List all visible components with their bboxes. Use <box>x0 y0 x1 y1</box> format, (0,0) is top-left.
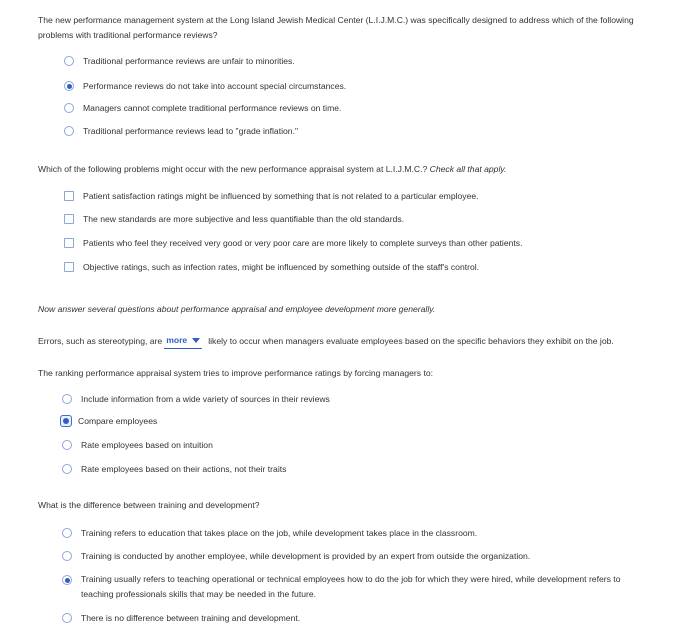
q4-option-2[interactable] <box>60 414 157 428</box>
question-5-prompt: What is the difference between training and development? <box>38 500 260 510</box>
question-2-text: Which of the following problems might occur with the new performance appraisal system at L.I.J.M.C.? <box>38 164 428 174</box>
q2-option-4[interactable] <box>64 260 479 274</box>
option-label: Rate employees based on their actions, not their traits <box>81 464 287 474</box>
option-label: Include information from a wide variety of sources in their reviews <box>81 394 330 404</box>
question-1-prompt: The new performance management system at the Long Island Jewish Medical Center (L.I.J.M.C.) was specifically designed to address which of the following problems with traditional performance reviews? <box>38 15 634 40</box>
q1-option-4[interactable] <box>64 124 298 138</box>
q2-option-1[interactable] <box>64 189 479 203</box>
option-label: Patients who feel they received very good or very poor care are more likely to complete surveys than other patients. <box>83 238 523 248</box>
radio-button[interactable] <box>64 103 74 113</box>
question-2-instruction: Check all that apply. <box>429 164 507 174</box>
q1-option-1[interactable] <box>64 54 295 68</box>
question-2-prompt <box>38 162 678 177</box>
option-label: Managers cannot complete traditional performance reviews on time. <box>83 103 342 113</box>
radio-button[interactable] <box>64 126 74 136</box>
radio-button-selected[interactable] <box>60 415 72 427</box>
option-label: There is no difference between training and development. <box>81 613 301 623</box>
q4-option-1[interactable] <box>62 392 330 406</box>
option-label: The new standards are more subjective and less quantifiable than the old standards. <box>83 214 405 224</box>
option-label: Patient satisfaction ratings might be influenced by something that is not related to a particular employee. <box>83 191 479 201</box>
checkbox[interactable] <box>64 262 74 272</box>
option-label: Compare employees <box>78 416 158 426</box>
radio-button[interactable] <box>62 528 72 538</box>
radio-button[interactable] <box>64 56 74 66</box>
checkbox[interactable] <box>64 238 74 248</box>
question-3-text-before: Errors, such as stereotyping, are <box>38 335 163 346</box>
question-4-prompt: The ranking performance appraisal system tries to improve performance ratings by forcing managers to: <box>38 368 434 378</box>
option-label: Traditional performance reviews lead to "grade inflation." <box>83 126 299 136</box>
option-label: Objective ratings, such as infection rates, might be influenced by something outside of the staff's control. <box>83 262 480 272</box>
q5-option-4[interactable] <box>62 611 300 625</box>
section-intro: Now answer several questions about performance appraisal and employee development more generally. <box>38 304 436 314</box>
option-label: Training usually refers to teaching operational or technical employees how to do the job for which they were hired, while development refers to teaching professionals skills that may be needed in the future. <box>81 574 621 599</box>
radio-button-selected[interactable] <box>64 81 74 91</box>
q4-option-4[interactable] <box>62 462 286 476</box>
radio-button[interactable] <box>62 394 72 404</box>
question-3 <box>38 333 688 349</box>
checkbox[interactable] <box>64 191 74 201</box>
checkbox[interactable] <box>64 214 74 224</box>
radio-button[interactable] <box>62 464 72 474</box>
question-3-text-after: likely to occur when managers evaluate employees based on the specific behaviors they exhibit on the job. <box>208 335 614 346</box>
q4-option-3[interactable] <box>62 438 213 452</box>
dropdown-value: more <box>166 335 188 345</box>
q2-option-2[interactable] <box>64 212 404 226</box>
option-label: Training is conducted by another employee, while development is provided by an expert from outside the organization. <box>81 551 531 561</box>
option-label: Performance reviews do not take into account special circumstances. <box>83 81 347 91</box>
radio-button[interactable] <box>62 440 72 450</box>
q1-option-2[interactable] <box>64 79 346 93</box>
answer-dropdown[interactable] <box>164 333 202 349</box>
dropdown-arrow-icon <box>192 338 200 343</box>
q5-option-1[interactable] <box>62 526 477 540</box>
q5-option-2[interactable] <box>62 549 530 563</box>
q5-option-3[interactable] <box>62 572 641 602</box>
radio-button[interactable] <box>62 551 72 561</box>
option-label: Traditional performance reviews are unfair to minorities. <box>83 56 295 66</box>
q2-option-3[interactable] <box>64 236 522 250</box>
radio-button[interactable] <box>62 613 72 623</box>
option-label: Training refers to education that takes place on the job, while development takes place in the classroom. <box>81 528 478 538</box>
radio-button-selected[interactable] <box>62 575 72 585</box>
option-label: Rate employees based on intuition <box>81 440 213 450</box>
q1-option-3[interactable] <box>64 101 341 115</box>
